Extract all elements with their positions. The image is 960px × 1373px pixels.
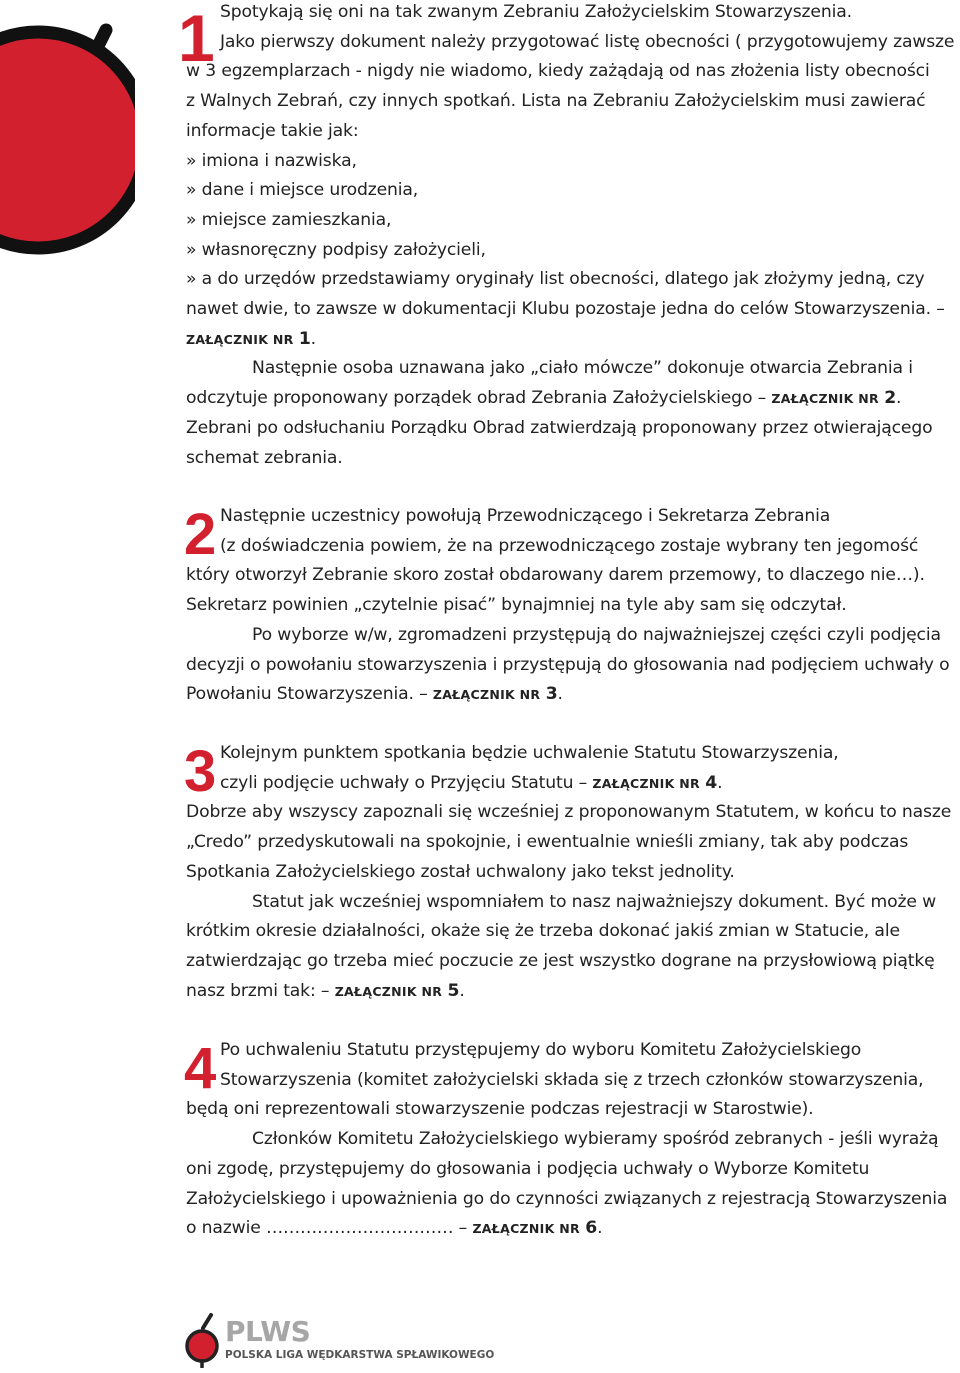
footer-logo bbox=[183, 1312, 495, 1372]
section-2-paragraph-2: Po wyborze w/w, zgromadzeni przystępują do najważniejszej części czyli podjęcia decyzji o powołaniu stowarzyszenia i przystępują do głosowania nad podjęciem uchwały o Powołaniu Stowarzyszenia. – ZAŁĄCZNIK NR 3. bbox=[186, 624, 950, 705]
float-logo-icon bbox=[0, 0, 135, 262]
attachment-number: 3 bbox=[545, 684, 558, 705]
attachment-label: ZAŁĄCZNIK NR bbox=[432, 687, 541, 703]
section-4-line-a: Po uchwaleniu Statutu przystępujemy do wyboru Komitetu Założycielskiego bbox=[220, 1040, 862, 1060]
section-1-line-d: z Walnych Zebrań, czy innych spotkań. Lista na Zebraniu Założycielskim musi zawierać informacje takie jak: bbox=[186, 91, 926, 141]
section-3-line-b: czyli podjęcie uchwały o Przyjęciu Statutu – ZAŁĄCZNIK NR 4. bbox=[220, 772, 723, 793]
section-2 bbox=[186, 502, 956, 710]
attachment-label: ZAŁĄCZNIK NR bbox=[334, 983, 443, 999]
section-3-line-c: Dobrze aby wszyscy zapoznali się wcześniej z proponowanym Statutem, w końcu to nasze „Credo” przedyskutowali na spokojnie, i ewentualnie wnieśli zmiany, tak aby podczas Spotkania Założycielskiego został uchwalony jako tekst jednolity. bbox=[186, 802, 952, 882]
list-item: » miejsce zamieszkania, bbox=[186, 209, 392, 230]
section-1-paragraph-4: Zebrani po odsłuchaniu Porządku Obrad zatwierdzają proponowany przez otwierającego schemat zebrania. bbox=[186, 417, 933, 468]
attachment-label: ZAŁĄCZNIK NR bbox=[592, 775, 700, 791]
section-2-line-a: Następnie uczestnicy powołują Przewodniczącego i Sekretarza Zebrania bbox=[220, 506, 831, 526]
section-3-line-a: Kolejnym punktem spotkania będzie uchwalenie Statutu Stowarzyszenia, bbox=[220, 743, 839, 763]
section-1-line-c: w 3 egzemplarzach - nigdy nie wiadomo, kiedy zażądają od nas złożenia listy obecności bbox=[186, 61, 930, 82]
brand-name: PLWS bbox=[225, 1315, 311, 1348]
section-1-paragraph-3: Następnie osoba uznawana jako „ciało mówcze” dokonuje otwarcia Zebrania i odczytuje proponowany porządek obrad Zebrania Założycielskiego – ZAŁĄCZNIK NR 2. bbox=[186, 358, 913, 409]
section-4-paragraph-2: Członków Komitetu Założycielskiego wybieramy spośród zebranych - jeśli wyrażą oni zgodę, przystępujemy do głosowania i podjęcia uchwały o Wyborze Komitetu Założycielskiego i upoważnienia go do czynności związanych z rejestracją Stowarzyszenia o nazwie …………………………… – ZAŁĄCZNIK NR 6. bbox=[186, 1129, 948, 1239]
attachment-label: ZAŁĄCZNIK NR bbox=[186, 331, 294, 347]
section-1-paragraph-2: » a do urzędów przedstawiamy oryginały list obecności, dlatego jak złożymy jedną, czy nawet dwie, to zawsze w dokumentacji Klubu pozostaje jedna do celów Stowarzyszenia. – ZAŁĄCZNIK NR 1. bbox=[186, 269, 945, 349]
section-1-line-a: Spotykają się oni na tak zwanym Zebraniu Założycielskim Stowarzyszenia. bbox=[220, 2, 852, 22]
section-number-4: 4 bbox=[184, 1036, 217, 1101]
footer-brand bbox=[225, 1315, 495, 1361]
attachment-number: 6 bbox=[585, 1218, 598, 1239]
attachment-number: 2 bbox=[884, 388, 897, 409]
section-4-line-c: będą oni reprezentowali stowarzyszenie podczas rejestracji w Starostwie). bbox=[186, 1099, 814, 1120]
brand-tagline: POLSKA LIGA WĘDKARSTWA SPŁAWIKOWEGO bbox=[225, 1349, 495, 1361]
section-number-3: 3 bbox=[184, 739, 217, 804]
list-item: » własnoręczny podpisy założycieli, bbox=[186, 239, 486, 260]
attachment-label: ZAŁĄCZNIK NR bbox=[771, 391, 879, 407]
section-4 bbox=[186, 1036, 956, 1244]
section-2-line-c: który otworzył Zebranie skoro został obdarowany darem przemowy, to dlaczego nie…). Sekretarz powinien „czytelnie pisać” bynajmniej na tyle aby sam się odczytał. bbox=[186, 565, 925, 616]
list-item: » dane i miejsce urodzenia, bbox=[186, 180, 419, 201]
section-4-line-b: Stowarzyszenia (komitet założycielski składa się z trzech członków stowarzyszenia, bbox=[220, 1069, 924, 1090]
section-3 bbox=[186, 739, 956, 1006]
section-1-line-b: Jako pierwszy dokument należy przygotować listę obecności ( przygotowujemy zawsze bbox=[220, 31, 955, 52]
attachment-label: ZAŁĄCZNIK NR bbox=[472, 1221, 580, 1237]
section-2-line-b: (z doświadczenia powiem, że na przewodniczącego zostaje wybrany ten jegomość bbox=[220, 535, 919, 556]
bobber-icon bbox=[183, 1312, 223, 1368]
section-1 bbox=[178, 0, 956, 473]
attachment-number: 1 bbox=[298, 328, 311, 349]
section-number-2: 2 bbox=[184, 502, 217, 567]
attachment-number: 4 bbox=[705, 772, 718, 793]
list-item: » imiona i nazwiska, bbox=[186, 150, 357, 171]
section-3-paragraph-2: Statut jak wcześniej wspomniałem to nasz najważniejszy dokument. Być może w krótkim okresie działalności, okaże się że trzeba dokonać jakiś zmian w Statucie, ale zatwierdzając go trzeba mieć poczucie ze jest wszystko dograne na przysłowiową piątkę nasz brzmi tak: – ZAŁĄCZNIK NR 5. bbox=[186, 891, 936, 1001]
section-number-1: 1 bbox=[178, 1, 215, 75]
attachment-number: 5 bbox=[447, 980, 460, 1001]
